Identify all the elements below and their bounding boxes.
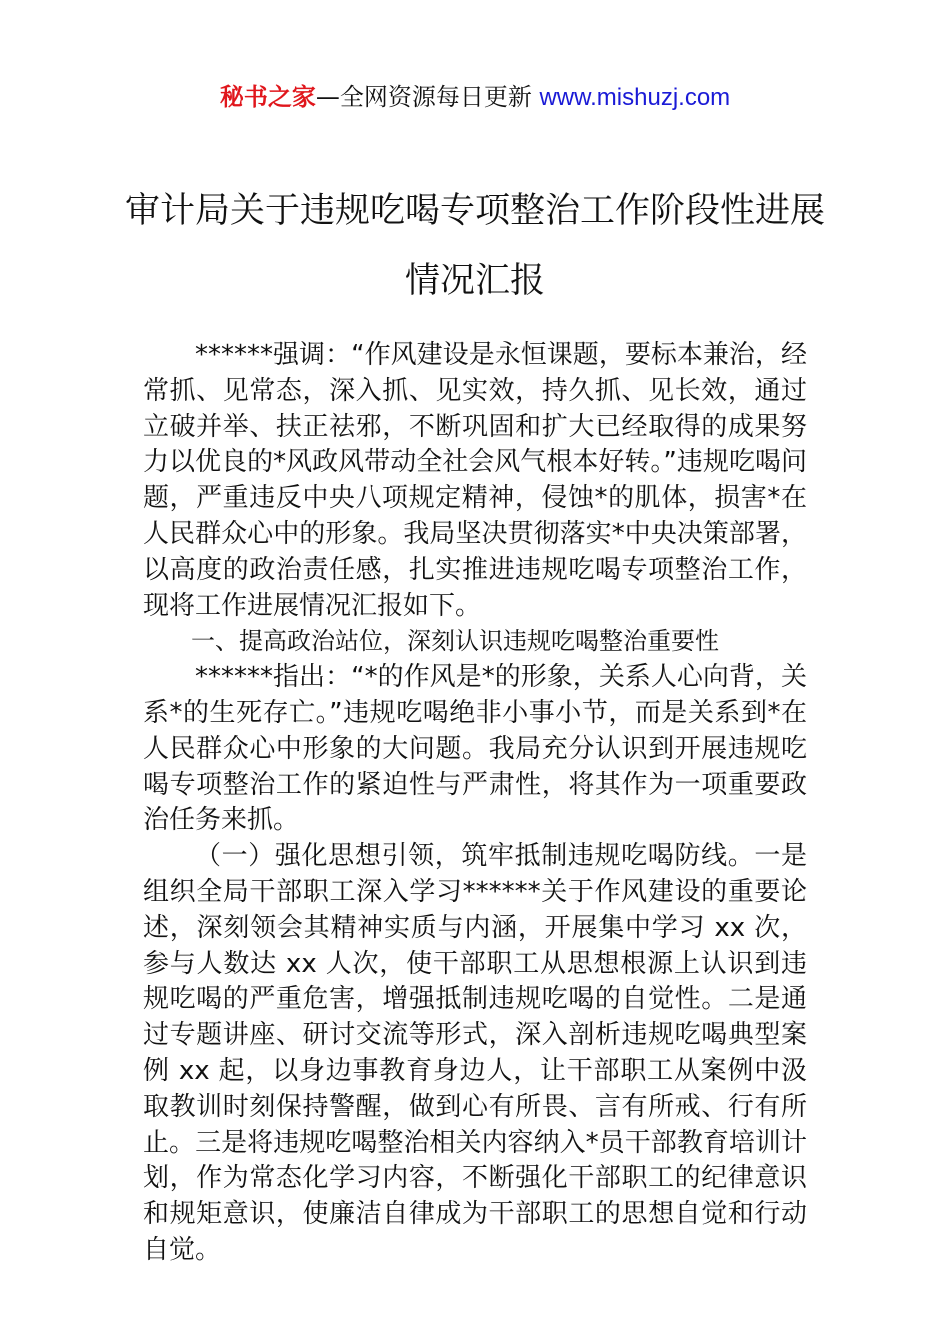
intro-paragraph: ******强调：“作风建设是永恒课题，要标本兼治，经常抓、见常态，深入抓、见实效，持久抓、见长效，通过立破并举、扶正祛邪，不断巩固和扩大已经取得的成果努力以优良的*风政风带动全社会风气根本好转。”违规吃喝问题，严重违反中央八项规定精神，侵蚀*的肌体，损害*在人民群众心中的形象。我局坚决贯彻落实*中央决策部署，以高度的政治责任感，扎实推进违规吃喝专项整治工作，现将工作进展情况汇报如下。 xyxy=(143,340,807,621)
site-slogan: —全网资源每日更新 xyxy=(315,83,540,111)
site-brand: 秘书之家 xyxy=(219,83,316,111)
body-paragraph: ******指出：“*的作风是*的形象，关系人心向背，关系*的生死存亡。”违规吃喝绝非小事小节，而是关系到*在人民群众心中形象的大问题。我局充分认识到开展违规吃喝专项整治工作的紧迫性与严肃性，将其作为一项重要政治任务来抓。 xyxy=(143,662,807,836)
site-header xyxy=(0,80,950,115)
document-title: 审计局关于违规吃喝专项整治工作阶段性进展情况汇报 xyxy=(124,191,825,301)
site-url-link[interactable]: www.mishuzj.com xyxy=(539,84,731,111)
section-heading: 一、提高政治站位，深刻认识违规吃喝整治重要性 xyxy=(191,627,719,656)
document-body xyxy=(143,338,807,1269)
body-paragraph: （一）强化思想引领，筑牢抵制违规吃喝防线。一是组织全局干部职工深入学习******关于作风建设的重要论述，深刻领会其精神实质与内涵，开展集中学习 xx 次，参与人数达 xx 人次，使干部职工从思想根源上认识到违规吃喝的严重危害，增强抵制违规吃喝的自觉性。二是通过专题讲座、研讨交流等形式，深入剖析违规吃喝典型案例 xx 起，以身边事教育身边人，让干部职工从案例中汲取教训时刻保持警醒，做到心有所畏、言有所戒、行有所止。三是将违规吃喝整治相关内容纳入*员干部教育培训计划，作为常态化学习内容，不断强化干部职工的纪律意识和规矩意识，使廉洁自律成为干部职工的思想自觉和行动自觉。 xyxy=(143,841,807,1265)
